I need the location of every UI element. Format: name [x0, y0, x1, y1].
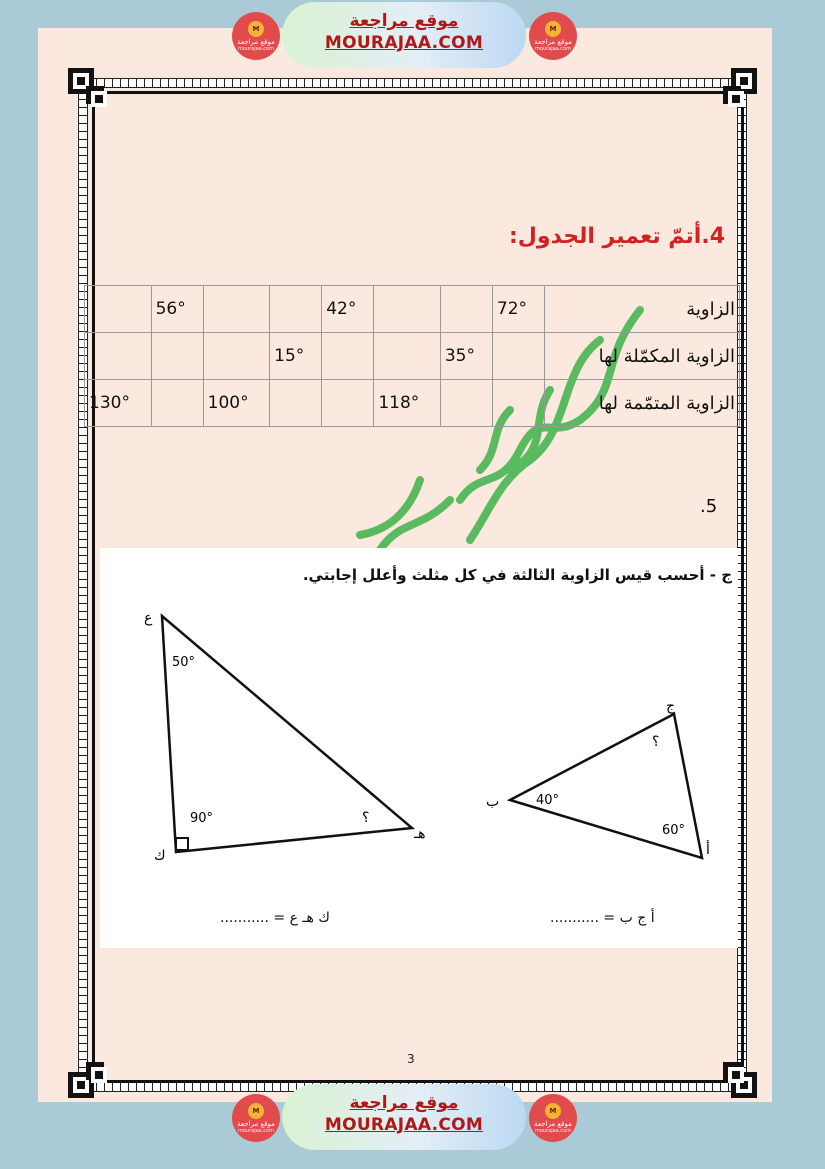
- table-row: [85, 380, 740, 427]
- corner-ornament-inner-icon: [86, 1062, 104, 1080]
- table-cell[interactable]: [151, 380, 203, 427]
- site-logo-right-bottom[interactable]: [529, 1094, 577, 1142]
- corner-ornament-inner-icon: [723, 86, 741, 104]
- angle-label: 50°: [172, 655, 196, 670]
- banner-arabic[interactable]: موقع مراجعة: [349, 11, 459, 31]
- banner-domain[interactable]: MOURAJAA.COM: [324, 1115, 484, 1135]
- table-cell[interactable]: 100°: [203, 380, 269, 427]
- table-cell[interactable]: [270, 286, 322, 333]
- logo-sub: mourajaa.com: [534, 1127, 571, 1134]
- exercise-5-instruction: ج - أحسب قيس الزاوية الثالثة في كل مثلث وأعلل إجابتي.: [302, 566, 732, 584]
- answer-right[interactable]: أ ج ب = ...........: [550, 910, 655, 926]
- logo-text: موقع مراجعة: [534, 1120, 572, 1128]
- table-cell[interactable]: 15°: [270, 333, 322, 380]
- logo-sub: mourajaa.com: [237, 1127, 274, 1134]
- vertex-label: هـ: [414, 826, 426, 842]
- right-angle-mark-icon: [176, 838, 188, 850]
- row-label: الزاوية: [545, 286, 740, 333]
- table-cell[interactable]: [270, 380, 322, 427]
- table-cell[interactable]: [151, 333, 203, 380]
- table-cell[interactable]: 42°: [322, 286, 374, 333]
- angles-table: [84, 285, 740, 427]
- site-logo-left[interactable]: [232, 12, 280, 60]
- exercise-4-heading: 4.أتمّ تعمير الجدول:: [508, 224, 725, 249]
- angle-unknown: ؟: [362, 810, 370, 826]
- exercise-5-number: .5: [700, 496, 718, 517]
- table-cell[interactable]: [203, 333, 269, 380]
- table-cell[interactable]: 130°: [85, 380, 152, 427]
- vertex-label: ع: [144, 610, 153, 626]
- table-cell[interactable]: 56°: [151, 286, 203, 333]
- angle-label: 60°: [662, 823, 686, 838]
- table-cell[interactable]: [85, 286, 152, 333]
- logo-badge-icon: M: [545, 1103, 561, 1119]
- triangles-drawing: [100, 548, 738, 948]
- table-cell[interactable]: [440, 380, 492, 427]
- table-cell[interactable]: [322, 380, 374, 427]
- logo-badge-icon: M: [248, 21, 264, 37]
- page-number: 3: [407, 1052, 415, 1066]
- table-cell[interactable]: [492, 380, 544, 427]
- angle-label: 40°: [536, 793, 560, 808]
- banner-domain[interactable]: MOURAJAA.COM: [324, 33, 484, 53]
- table-cell[interactable]: [374, 286, 440, 333]
- site-banner-bottom[interactable]: [282, 1084, 526, 1150]
- logo-badge-icon: M: [248, 1103, 264, 1119]
- logo-sub: mourajaa.com: [534, 45, 571, 52]
- table-cell[interactable]: [374, 333, 440, 380]
- row-label: الزاوية المكمّلة لها: [545, 333, 740, 380]
- banner-arabic[interactable]: موقع مراجعة: [349, 1093, 459, 1113]
- angle-unknown: ؟: [652, 734, 660, 750]
- table-cell[interactable]: [203, 286, 269, 333]
- table-row: [85, 333, 740, 380]
- vertex-label: ج: [666, 698, 676, 714]
- site-banner-top[interactable]: [282, 2, 526, 68]
- row-label: الزاوية المتمّمة لها: [545, 380, 740, 427]
- logo-text: موقع مراجعة: [237, 38, 275, 46]
- answer-left[interactable]: ك هـ ع = ...........: [220, 910, 330, 926]
- table-cell[interactable]: [85, 333, 152, 380]
- vertex-label: ك: [154, 848, 166, 864]
- table-cell[interactable]: [492, 333, 544, 380]
- table-cell[interactable]: 118°: [374, 380, 440, 427]
- site-logo-left-bottom[interactable]: [232, 1094, 280, 1142]
- logo-badge-icon: M: [545, 21, 561, 37]
- table-cell[interactable]: [440, 286, 492, 333]
- vertex-label: ب: [486, 794, 500, 810]
- triangles-figure: [100, 548, 738, 948]
- table-cell[interactable]: [322, 333, 374, 380]
- corner-ornament-inner-icon: [86, 86, 104, 104]
- frame-ruler-left: [78, 78, 88, 1092]
- site-logo-right[interactable]: [529, 12, 577, 60]
- logo-text: موقع مراجعة: [534, 38, 572, 46]
- frame-ruler-top: [80, 78, 747, 88]
- table-cell[interactable]: 72°: [492, 286, 544, 333]
- logo-text: موقع مراجعة: [237, 1120, 275, 1128]
- corner-ornament-inner-icon: [723, 1062, 741, 1080]
- logo-sub: mourajaa.com: [237, 45, 274, 52]
- table-row: [85, 286, 740, 333]
- angle-label: 90°: [190, 811, 214, 826]
- vertex-label: أ: [706, 842, 710, 858]
- table-cell[interactable]: 35°: [440, 333, 492, 380]
